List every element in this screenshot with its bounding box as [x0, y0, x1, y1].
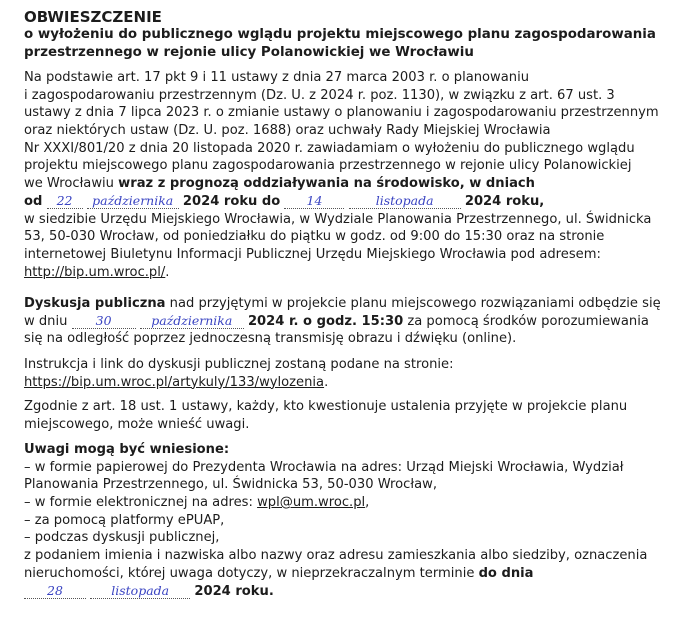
text-line: 53, 50-030 Wrocław, od poniedziałku do piątku w godz. od 9:00 do 15:30 oraz na stronie — [24, 229, 605, 245]
text-line: ustawy z dnia 7 lipca 2023 r. o zmianie ustawy o planowaniu i zagospodarowaniu przestrzennym — [24, 105, 659, 121]
text-fragment: we Wrocławiu — [24, 176, 119, 192]
subtitle-line: o wyłożeniu do publicznego wglądu projektu miejscowego planu zagospodarowania — [24, 27, 656, 42]
paragraph-discussion — [24, 295, 664, 348]
bip-link[interactable]: http://bip.um.wroc.pl/ — [24, 264, 166, 280]
handwritten-discussion-day: 30 — [72, 313, 136, 329]
bullet-continuation: Planowania Przestrzennego, ul. Świdnicka 53, 50-030 Wrocław, — [24, 477, 437, 493]
email-link[interactable]: wpl@um.wroc.pl — [257, 495, 366, 511]
text-fragment: w dniu — [24, 313, 68, 329]
bold-text: 2024 roku. — [194, 583, 274, 599]
wylozenia-link[interactable]: https://bip.um.wroc.pl/artykuly/133/wylozenia — [24, 374, 325, 390]
paragraph-comments — [24, 441, 664, 600]
text-fragment: nad przyjętymi w projekcie planu miejscowego rozwiązaniami odbędzie się — [165, 296, 661, 311]
handwritten-deadline-month: listopada — [90, 583, 190, 599]
date-range-line — [24, 193, 664, 211]
text-line: miejscowego, może wnieść uwagi. — [24, 416, 250, 432]
text-line — [24, 175, 664, 193]
text-fragment: . — [324, 374, 329, 390]
text-line: oraz niektórych ustaw (Dz. U. poz. 1688) oraz uchwały Rady Miejskiej Wrocławia — [24, 123, 551, 139]
bold-text: wraz z prognozą oddziaływania na środowisko, w dniach — [118, 176, 536, 192]
section-heading — [24, 441, 664, 459]
bold-text: 2024 r. o godz. 15:30 — [247, 313, 404, 329]
text-line: Na podstawie art. 17 pkt 9 i 11 ustawy z dnia 27 marca 2003 r. o planowaniu — [24, 70, 530, 85]
handwritten-start-month: października — [87, 193, 179, 209]
text-line: Instrukcja i link do dyskusji publicznej zostaną podane na stronie: — [24, 357, 454, 372]
bullet-item: – podczas dyskusji publicznej, — [24, 530, 220, 546]
text-line: projektu miejscowego planu zagospodarowania przestrzennego w rejonie ulicy Polanowickiej — [24, 158, 632, 174]
text-line: z podaniem imienia i nazwiska albo nazwy oraz adresu zamieszkania albo siedziby, oznaczenia — [24, 548, 648, 564]
text-line: w siedzibie Urzędu Miejskiego Wrocławia, w Wydziale Planowania Przestrzennego, ul. Świdnicka — [24, 211, 652, 227]
text-fragment: . — [165, 264, 170, 280]
bold-text: do dnia — [478, 565, 534, 581]
bold-text: od — [24, 193, 43, 209]
text-line — [24, 565, 664, 583]
header — [24, 8, 664, 62]
text-line — [24, 264, 664, 282]
paragraph-legal — [24, 398, 664, 433]
text-fragment: za pomocą środków porozumiewania — [403, 313, 649, 329]
bullet-item — [24, 494, 664, 512]
text-line — [24, 295, 664, 313]
text-line — [24, 374, 664, 392]
text-fragment: nieruchomości, której uwaga dotyczy, w nieprzekraczalnym terminie — [24, 565, 479, 581]
bold-text: Dyskusja publiczna — [24, 296, 166, 311]
page-title: OBWIESZCZENIE — [24, 8, 162, 26]
subtitle-line: przestrzennego w rejonie ulicy Polanowickiej we Wrocławiu — [24, 45, 474, 60]
deadline-line — [24, 583, 664, 601]
bold-text: 2024 roku, — [464, 193, 545, 209]
text-line: i zagospodarowaniu przestrzennym (Dz. U. z 2024 r. poz. 1130), w związku z art. 67 ust. 3 — [24, 87, 615, 103]
text-fragment: , — [365, 495, 370, 511]
bold-text: 2024 roku do — [182, 193, 281, 209]
text-line: Zgodnie z art. 18 ust. 1 ustawy, każdy, kto kwestionuje ustalenia przyjęte w projekcie planu — [24, 399, 628, 414]
paragraph-notice — [24, 69, 664, 281]
paragraph-instructions — [24, 356, 664, 391]
bold-text: Uwagi mogą być wniesione: — [24, 442, 230, 457]
handwritten-start-day: 22 — [47, 193, 83, 209]
bullet-item: – w formie papierowej do Prezydenta Wrocławia na adres: Urząd Miejski Wrocławia, Wydział — [24, 459, 624, 475]
handwritten-discussion-month: października — [140, 313, 244, 329]
text-line: Nr XXXI/801/20 z dnia 20 listopada 2020 r. zawiadamiam o wyłożeniu do publicznego wglądu — [24, 140, 635, 156]
text-fragment: – w formie elektronicznej na adres: — [24, 495, 258, 511]
handwritten-end-month: listopada — [349, 193, 461, 209]
text-line: się na odległość poprzez jednoczesną transmisję obrazu i dźwięku (online). — [24, 331, 517, 347]
handwritten-end-day: 14 — [284, 193, 344, 209]
handwritten-deadline-day: 28 — [24, 583, 86, 599]
text-line: internetowej Biuletynu Informacji Publicznej Urzędu Miejskiego Wrocławia pod adresem: — [24, 246, 601, 262]
discussion-date-line — [24, 313, 664, 331]
bullet-item: – za pomocą platformy ePUAP, — [24, 512, 225, 528]
